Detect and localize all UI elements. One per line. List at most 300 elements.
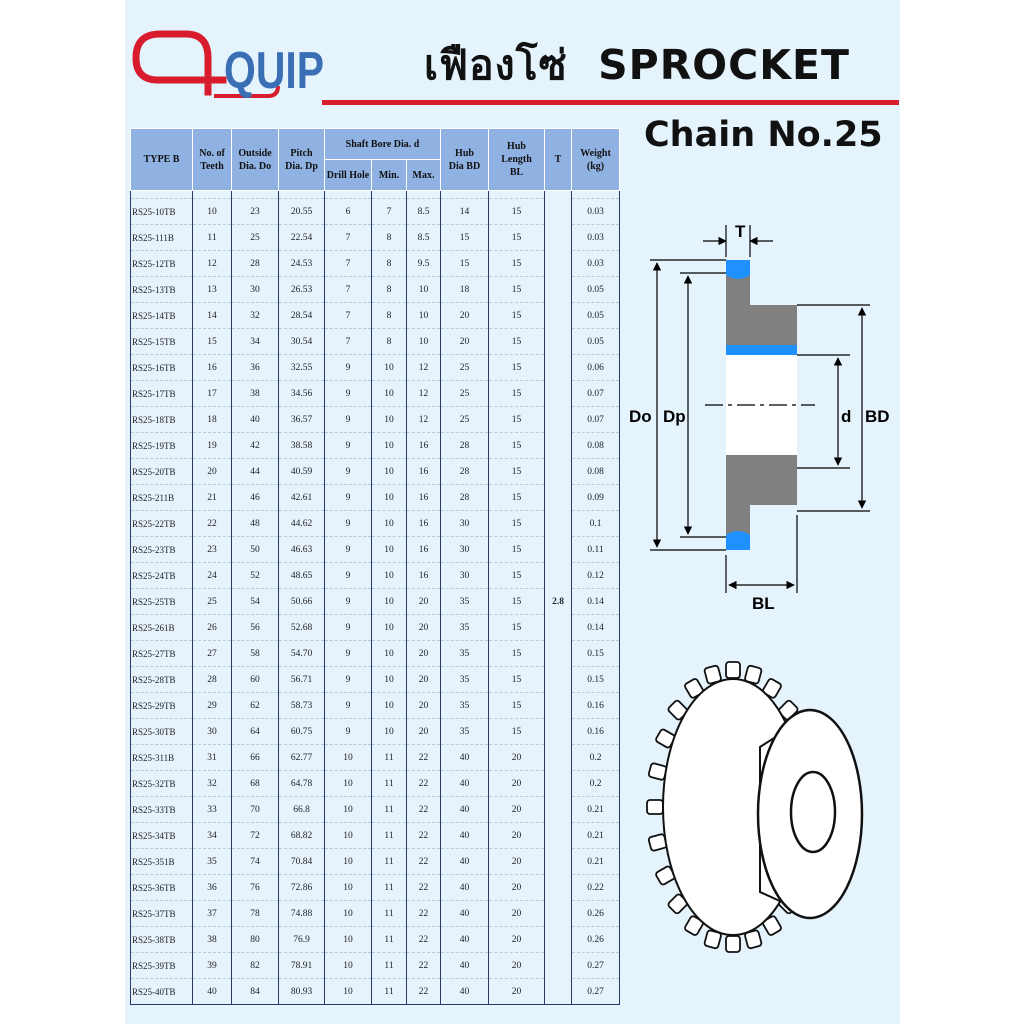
bore-hole-icon <box>791 772 835 852</box>
cell-hublen: 20 <box>489 875 545 901</box>
sprocket-tooth <box>726 662 740 678</box>
cell-t <box>545 511 572 537</box>
table-row <box>131 667 620 693</box>
cell-min: 11 <box>372 875 407 901</box>
cell-teeth: 33 <box>193 797 232 823</box>
cell-t <box>545 823 572 849</box>
cell-drill: 10 <box>325 901 372 927</box>
cell-hub: 40 <box>441 875 489 901</box>
cell-drill: 9 <box>325 355 372 381</box>
cell-outside: 84 <box>232 979 279 1005</box>
cell-hublen: 15 <box>489 355 545 381</box>
cell-teeth: 32 <box>193 771 232 797</box>
cell-min: 7 <box>372 199 407 225</box>
cell-type: RS25-12TB <box>131 251 193 277</box>
table-row <box>131 797 620 823</box>
cell-outside: 38 <box>232 381 279 407</box>
cell-hublen: 15 <box>489 719 545 745</box>
cell-hublen: 15 <box>489 407 545 433</box>
cell-type: RS25-34TB <box>131 823 193 849</box>
cell-min: 10 <box>372 589 407 615</box>
cell-teeth: 15 <box>193 329 232 355</box>
title-thai: เฟืองโซ่ <box>424 41 568 89</box>
cell-weight: 0.06 <box>572 355 620 381</box>
cell-weight: 0.26 <box>572 901 620 927</box>
cell-min: 11 <box>372 927 407 953</box>
cell-type: RS25-23TB <box>131 537 193 563</box>
cell-pitch: 58.73 <box>279 693 325 719</box>
cell-min: 10 <box>372 459 407 485</box>
tooth-top-icon <box>726 260 750 279</box>
cell-t <box>545 355 572 381</box>
cell-min: 8 <box>372 277 407 303</box>
cell-max: 20 <box>407 719 441 745</box>
cell-pitch: 44.62 <box>279 511 325 537</box>
th-t: T <box>545 129 572 191</box>
cell-teeth: 23 <box>193 537 232 563</box>
cell-max: 16 <box>407 433 441 459</box>
cell-max: 22 <box>407 875 441 901</box>
th-shaft-bore: Shaft Bore Dia. d <box>325 129 441 160</box>
cell-drill: 9 <box>325 407 372 433</box>
th-bore-min: Min. <box>372 160 407 191</box>
cell-weight: 0.16 <box>572 693 620 719</box>
cell-pitch: 22.54 <box>279 225 325 251</box>
cell-min: 10 <box>372 719 407 745</box>
cell-type: RS25-29TB <box>131 693 193 719</box>
cell-max: 22 <box>407 849 441 875</box>
title-english: SPROCKET <box>598 41 850 89</box>
cell-outside: 23 <box>232 199 279 225</box>
cell-teeth: 31 <box>193 745 232 771</box>
cell-outside: 62 <box>232 693 279 719</box>
cell-t <box>545 927 572 953</box>
cell-outside: 44 <box>232 459 279 485</box>
cell-teeth: 40 <box>193 979 232 1005</box>
cell-min: 10 <box>372 537 407 563</box>
cell-weight: 0.27 <box>572 979 620 1005</box>
cell-type: RS25-33TB <box>131 797 193 823</box>
cell-weight: 0.21 <box>572 823 620 849</box>
cell-type: RS25-20TB <box>131 459 193 485</box>
table-row <box>131 901 620 927</box>
cell-min: 8 <box>372 329 407 355</box>
cell-teeth: 16 <box>193 355 232 381</box>
cell-t <box>545 251 572 277</box>
cell-teeth: 28 <box>193 667 232 693</box>
cell-pitch: 26.53 <box>279 277 325 303</box>
cell-outside: 48 <box>232 511 279 537</box>
cell-weight: 0.09 <box>572 485 620 511</box>
cell-min: 10 <box>372 433 407 459</box>
cell-hublen: 20 <box>489 771 545 797</box>
cell-type: RS25-19TB <box>131 433 193 459</box>
cell-drill: 9 <box>325 563 372 589</box>
sprocket-tooth <box>647 800 663 814</box>
cell-drill: 9 <box>325 589 372 615</box>
cell-weight: 0.2 <box>572 745 620 771</box>
cell-max: 8.5 <box>407 225 441 251</box>
cell-max: 16 <box>407 485 441 511</box>
table-row <box>131 485 620 511</box>
cell-drill: 7 <box>325 277 372 303</box>
cell-max: 22 <box>407 745 441 771</box>
cell-min: 10 <box>372 563 407 589</box>
cell-type: RS25-27TB <box>131 641 193 667</box>
cell-max: 20 <box>407 693 441 719</box>
label-dp: Dp <box>663 407 686 426</box>
cell-min: 11 <box>372 953 407 979</box>
cell-pitch: 76.9 <box>279 927 325 953</box>
cell-teeth: 17 <box>193 381 232 407</box>
cell-weight: 0.16 <box>572 719 620 745</box>
table-row <box>131 355 620 381</box>
cell-type: RS25-18TB <box>131 407 193 433</box>
cell-min: 8 <box>372 303 407 329</box>
cell-t <box>545 485 572 511</box>
tooth-bottom-icon <box>726 531 750 550</box>
cell-min: 8 <box>372 225 407 251</box>
cell-pitch: 36.57 <box>279 407 325 433</box>
cell-pitch: 46.63 <box>279 537 325 563</box>
cell-hublen: 15 <box>489 251 545 277</box>
cell-outside: 25 <box>232 225 279 251</box>
cell-hub: 15 <box>441 251 489 277</box>
cell-hublen: 20 <box>489 901 545 927</box>
cell-drill: 9 <box>325 511 372 537</box>
cell-t <box>545 693 572 719</box>
cell-teeth: 29 <box>193 693 232 719</box>
cell-t <box>545 797 572 823</box>
cell-max: 10 <box>407 277 441 303</box>
cell-pitch: 54.70 <box>279 641 325 667</box>
cell-hub: 25 <box>441 407 489 433</box>
cell-min: 11 <box>372 797 407 823</box>
cell-hub: 40 <box>441 823 489 849</box>
cell-drill: 10 <box>325 823 372 849</box>
cell-weight: 0.11 <box>572 537 620 563</box>
cell-outside: 60 <box>232 667 279 693</box>
cell-pitch: 80.93 <box>279 979 325 1005</box>
cell-teeth: 25 <box>193 589 232 615</box>
cell-teeth: 20 <box>193 459 232 485</box>
label-t: T <box>735 222 746 241</box>
table-row <box>131 251 620 277</box>
cell-max: 16 <box>407 511 441 537</box>
cell-min: 11 <box>372 771 407 797</box>
cell-hublen: 15 <box>489 303 545 329</box>
cell-outside: 68 <box>232 771 279 797</box>
cell-outside: 64 <box>232 719 279 745</box>
cell-max: 22 <box>407 823 441 849</box>
table-row <box>131 615 620 641</box>
cell-type: RS25-10TB <box>131 199 193 225</box>
cell-type: RS25-39TB <box>131 953 193 979</box>
cell-hublen: 15 <box>489 459 545 485</box>
cell-outside: 74 <box>232 849 279 875</box>
cell-drill: 7 <box>325 303 372 329</box>
cell-outside: 46 <box>232 485 279 511</box>
table-row <box>131 719 620 745</box>
cell-hub: 30 <box>441 537 489 563</box>
cell-drill: 9 <box>325 641 372 667</box>
cell-hub: 40 <box>441 901 489 927</box>
cell-drill: 10 <box>325 797 372 823</box>
cell-outside: 32 <box>232 303 279 329</box>
cell-outside: 58 <box>232 641 279 667</box>
cell-weight: 0.08 <box>572 459 620 485</box>
table-row <box>131 589 620 615</box>
cell-weight: 0.14 <box>572 615 620 641</box>
cell-hublen: 15 <box>489 329 545 355</box>
cell-teeth: 30 <box>193 719 232 745</box>
cell-type: RS25-28TB <box>131 667 193 693</box>
cell-outside: 56 <box>232 615 279 641</box>
cell-weight: 0.07 <box>572 407 620 433</box>
cell-outside: 30 <box>232 277 279 303</box>
th-hub-length: Hub Length BL <box>489 129 545 191</box>
cell-weight: 0.14 <box>572 589 620 615</box>
cell-max: 22 <box>407 979 441 1005</box>
cell-teeth: 24 <box>193 563 232 589</box>
table-row <box>131 927 620 953</box>
cell-max: 10 <box>407 303 441 329</box>
table-row <box>131 407 620 433</box>
cell-hublen: 20 <box>489 979 545 1005</box>
cell-hub: 40 <box>441 953 489 979</box>
cell-weight: 0.21 <box>572 797 620 823</box>
cell-t <box>545 615 572 641</box>
cell-drill: 10 <box>325 771 372 797</box>
cell-outside: 40 <box>232 407 279 433</box>
cell-drill: 7 <box>325 251 372 277</box>
cell-min: 10 <box>372 355 407 381</box>
cell-type: RS25-37TB <box>131 901 193 927</box>
cell-pitch: 24.53 <box>279 251 325 277</box>
th-teeth: No. of Teeth <box>193 129 232 191</box>
th-hub-dia: Hub Dia BD <box>441 129 489 191</box>
cell-hub: 35 <box>441 589 489 615</box>
cell-drill: 7 <box>325 225 372 251</box>
table-row <box>131 771 620 797</box>
cell-hub: 35 <box>441 641 489 667</box>
cell-type: RS25-13TB <box>131 277 193 303</box>
cell-t <box>545 537 572 563</box>
cell-min: 10 <box>372 511 407 537</box>
cell-hub: 40 <box>441 745 489 771</box>
cell-drill: 9 <box>325 459 372 485</box>
sprocket-spec-table <box>130 128 620 1005</box>
cell-type: RS25-15TB <box>131 329 193 355</box>
table-row <box>131 303 620 329</box>
cell-teeth: 14 <box>193 303 232 329</box>
cell-weight: 0.07 <box>572 381 620 407</box>
cell-hublen: 20 <box>489 797 545 823</box>
cell-teeth: 35 <box>193 849 232 875</box>
cell-max: 20 <box>407 667 441 693</box>
cell-t <box>545 199 572 225</box>
label-d: d <box>841 407 852 426</box>
cell-min: 11 <box>372 823 407 849</box>
th-type: TYPE B <box>131 129 193 191</box>
cell-drill: 9 <box>325 381 372 407</box>
table-row <box>131 511 620 537</box>
cell-max: 20 <box>407 615 441 641</box>
cell-type: RS25-111B <box>131 225 193 251</box>
cell-hublen: 15 <box>489 641 545 667</box>
table-row <box>131 563 620 589</box>
cell-drill: 7 <box>325 329 372 355</box>
cell-type: RS25-14TB <box>131 303 193 329</box>
cell-pitch: 38.58 <box>279 433 325 459</box>
cell-hub: 28 <box>441 433 489 459</box>
cell-hub: 35 <box>441 693 489 719</box>
cell-teeth: 36 <box>193 875 232 901</box>
cell-t <box>545 277 572 303</box>
cell-outside: 50 <box>232 537 279 563</box>
cell-pitch: 48.65 <box>279 563 325 589</box>
cell-min: 11 <box>372 849 407 875</box>
cell-pitch: 34.56 <box>279 381 325 407</box>
cell-weight: 0.05 <box>572 329 620 355</box>
cell-type: RS25-40TB <box>131 979 193 1005</box>
cell-drill: 9 <box>325 433 372 459</box>
table-row <box>131 277 620 303</box>
sprocket-cross-section-drawing <box>625 215 900 620</box>
cell-teeth: 37 <box>193 901 232 927</box>
cell-outside: 54 <box>232 589 279 615</box>
table-row <box>131 459 620 485</box>
cell-t <box>545 667 572 693</box>
cell-type: RS25-30TB <box>131 719 193 745</box>
cell-hublen: 20 <box>489 953 545 979</box>
cell-weight: 0.05 <box>572 277 620 303</box>
cell-hublen: 15 <box>489 485 545 511</box>
cell-pitch: 72.86 <box>279 875 325 901</box>
cell-weight: 0.21 <box>572 849 620 875</box>
cell-pitch: 62.77 <box>279 745 325 771</box>
cell-t <box>545 849 572 875</box>
cell-drill: 10 <box>325 979 372 1005</box>
cell-max: 22 <box>407 953 441 979</box>
cell-hub: 35 <box>441 667 489 693</box>
cell-teeth: 39 <box>193 953 232 979</box>
cell-type: RS25-311B <box>131 745 193 771</box>
cell-t <box>545 979 572 1005</box>
table-row <box>131 329 620 355</box>
cell-min: 11 <box>372 745 407 771</box>
cell-type: RS25-25TB <box>131 589 193 615</box>
th-drill-hole: Drill Hole <box>325 160 372 191</box>
cell-teeth: 34 <box>193 823 232 849</box>
cell-outside: 34 <box>232 329 279 355</box>
cell-teeth: 22 <box>193 511 232 537</box>
cell-teeth: 21 <box>193 485 232 511</box>
cell-weight: 0.05 <box>572 303 620 329</box>
cell-type: RS25-261B <box>131 615 193 641</box>
cell-hublen: 15 <box>489 615 545 641</box>
cell-max: 8.5 <box>407 199 441 225</box>
cell-hublen: 15 <box>489 537 545 563</box>
cell-teeth: 13 <box>193 277 232 303</box>
cell-min: 10 <box>372 485 407 511</box>
cell-hub: 30 <box>441 511 489 537</box>
cell-min: 8 <box>372 251 407 277</box>
cell-hublen: 15 <box>489 199 545 225</box>
cell-weight: 0.03 <box>572 251 620 277</box>
cell-hublen: 20 <box>489 927 545 953</box>
cell-drill: 9 <box>325 719 372 745</box>
cell-type: RS25-24TB <box>131 563 193 589</box>
cell-max: 16 <box>407 563 441 589</box>
cell-hub: 30 <box>441 563 489 589</box>
cell-t <box>545 953 572 979</box>
page-title <box>424 33 850 98</box>
cell-outside: 78 <box>232 901 279 927</box>
cell-hub: 20 <box>441 329 489 355</box>
cell-max: 12 <box>407 355 441 381</box>
cell-hublen: 15 <box>489 693 545 719</box>
cell-pitch: 74.88 <box>279 901 325 927</box>
cell-pitch: 30.54 <box>279 329 325 355</box>
cell-min: 11 <box>372 901 407 927</box>
cell-pitch: 28.54 <box>279 303 325 329</box>
cell-hublen: 15 <box>489 667 545 693</box>
cell-pitch: 56.71 <box>279 667 325 693</box>
cell-t <box>545 329 572 355</box>
cell-hublen: 15 <box>489 277 545 303</box>
cell-hub: 40 <box>441 927 489 953</box>
cell-max: 16 <box>407 459 441 485</box>
cell-teeth: 27 <box>193 641 232 667</box>
cell-outside: 82 <box>232 953 279 979</box>
brand-logo <box>128 20 328 100</box>
cell-max: 16 <box>407 537 441 563</box>
cell-pitch: 50.66 <box>279 589 325 615</box>
cell-type: RS25-32TB <box>131 771 193 797</box>
cell-outside: 76 <box>232 875 279 901</box>
cell-hub: 18 <box>441 277 489 303</box>
cell-outside: 70 <box>232 797 279 823</box>
cell-weight: 0.15 <box>572 667 620 693</box>
cell-weight: 0.22 <box>572 875 620 901</box>
cell-teeth: 11 <box>193 225 232 251</box>
cell-t <box>545 225 572 251</box>
table-row <box>131 433 620 459</box>
cell-min: 10 <box>372 641 407 667</box>
cell-t <box>545 641 572 667</box>
cell-drill: 10 <box>325 953 372 979</box>
cell-t <box>545 381 572 407</box>
cell-type: RS25-211B <box>131 485 193 511</box>
cell-weight: 0.15 <box>572 641 620 667</box>
cell-hublen: 15 <box>489 511 545 537</box>
cell-min: 10 <box>372 615 407 641</box>
cell-outside: 52 <box>232 563 279 589</box>
cell-hub: 40 <box>441 797 489 823</box>
cell-drill: 9 <box>325 693 372 719</box>
cell-hub: 40 <box>441 979 489 1005</box>
cell-min: 10 <box>372 667 407 693</box>
cell-drill: 9 <box>325 537 372 563</box>
table-row <box>131 745 620 771</box>
cell-t <box>545 771 572 797</box>
cell-pitch: 42.61 <box>279 485 325 511</box>
cell-type: RS25-351B <box>131 849 193 875</box>
th-pitch-dia: Pitch Dia. Dp <box>279 129 325 191</box>
cell-pitch: 78.91 <box>279 953 325 979</box>
cell-min: 10 <box>372 407 407 433</box>
